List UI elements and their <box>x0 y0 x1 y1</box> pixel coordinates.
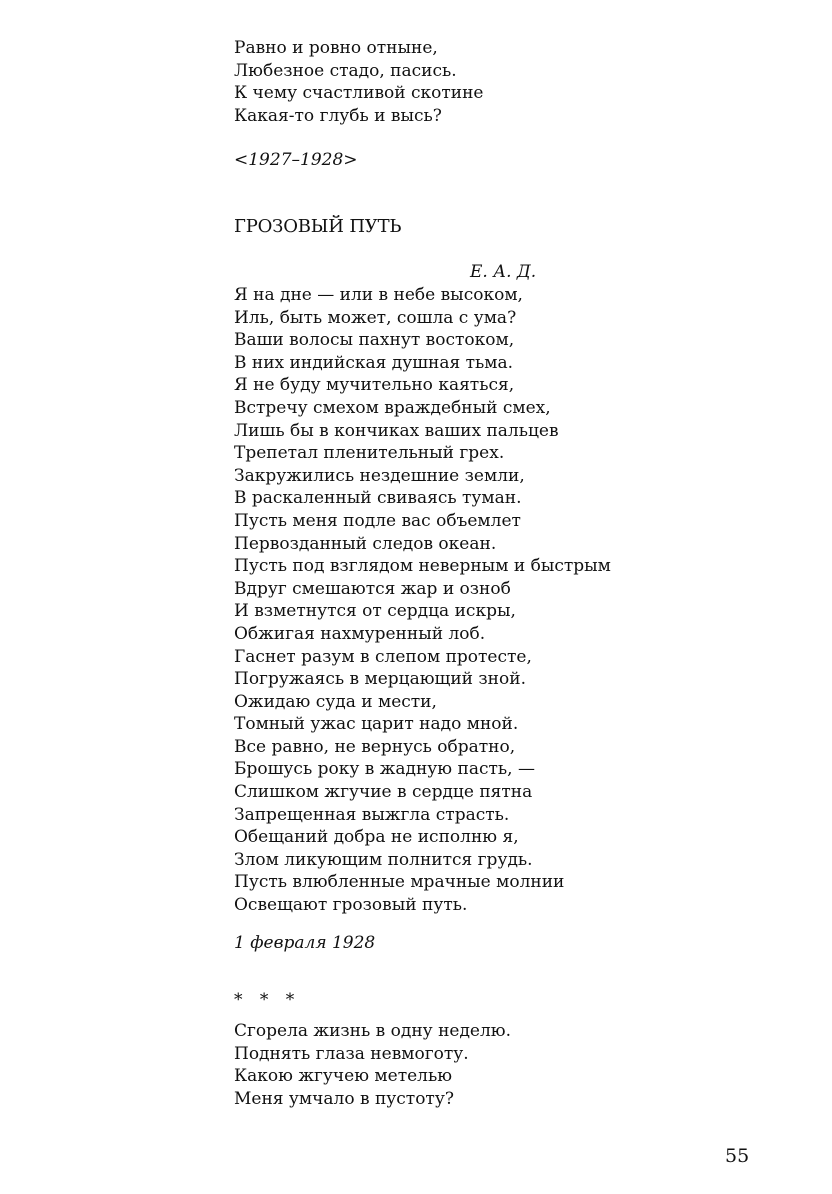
verse-line: И взметнутся от сердца искры, <box>234 601 516 622</box>
verse-line: В раскаленный свиваясь туман. <box>234 488 522 509</box>
section-separator: * * * <box>234 990 301 1010</box>
verse-line: Встречу смехом враждебный смех, <box>234 397 551 418</box>
stanza-top <box>234 37 484 127</box>
verse-line: Какою жгучею метелью <box>234 1066 453 1087</box>
verse-line: Меня умчало в пустоту? <box>234 1088 454 1109</box>
verse-line: Пусть меня подле вас объемлет <box>234 510 521 531</box>
verse-line: Какая-то глубь и высь? <box>234 105 442 126</box>
poem-date: 1 февраля 1928 <box>234 933 376 953</box>
verse-line: Брошусь року в жадную пасть, — <box>234 759 535 780</box>
verse-line: К чему счастливой скотине <box>234 83 484 104</box>
verse-line: Я на дне — или в небе высоком, <box>234 285 523 305</box>
date-top: <1927–1928> <box>234 150 358 170</box>
verse-line: Освещают грозовый путь. <box>234 895 468 916</box>
verse-line: Гаснет разум в слепом протесте, <box>234 646 532 667</box>
verse-line: Иль, быть может, сошла с ума? <box>234 307 517 328</box>
verse-line: Сгорела жизнь в одну неделю. <box>234 1021 511 1041</box>
verse-line: Любезное стадо, пасись. <box>234 60 457 81</box>
verse-line: Первозданный следов океан. <box>234 533 497 554</box>
verse-line: Пусть под взглядом неверным и быстрым <box>234 556 611 577</box>
poem-dedication: Е. А. Д. <box>470 262 537 282</box>
verse-line: Запрещенная выжгла страсть. <box>234 804 510 825</box>
verse-line: Томный ужас царит надо мной. <box>234 714 519 735</box>
poem-body <box>234 284 611 917</box>
verse-line: Закружились нездешние земли, <box>234 465 525 486</box>
verse-line: Злом ликующим полнится грудь. <box>234 849 533 870</box>
verse-line: Пусть влюбленные мрачные молнии <box>234 872 565 893</box>
verse-line: Все равно, не вернусь обратно, <box>234 736 516 757</box>
verse-line: Обжигая нахмуренный лоб. <box>234 623 486 644</box>
verse-line: Лишь бы в кончиках ваших пальцев <box>234 420 559 441</box>
verse-line: Ожидаю суда и мести, <box>234 691 437 712</box>
verse-line: Равно и ровно отныне, <box>234 38 438 58</box>
verse-line: Погружаясь в мерцающий зной. <box>234 669 526 690</box>
verse-line: В них индийская душная тьма. <box>234 352 514 373</box>
poem-title: ГРОЗОВЫЙ ПУТЬ <box>234 216 402 237</box>
verse-line: Поднять глаза невмоготу. <box>234 1043 469 1064</box>
verse-line: Обещаний добра не исполню я, <box>234 827 519 848</box>
verse-line: Я не буду мучительно каяться, <box>234 375 515 396</box>
verse-line: Трепетал пленительный грех. <box>234 443 505 464</box>
stanza-bottom <box>234 1020 511 1110</box>
page-number: 55 <box>725 1145 750 1167</box>
verse-line: Слишком жгучие в сердце пятна <box>234 782 533 803</box>
verse-line: Вдруг смешаются жар и озноб <box>234 578 511 599</box>
verse-line: Ваши волосы пахнут востоком, <box>234 330 515 351</box>
